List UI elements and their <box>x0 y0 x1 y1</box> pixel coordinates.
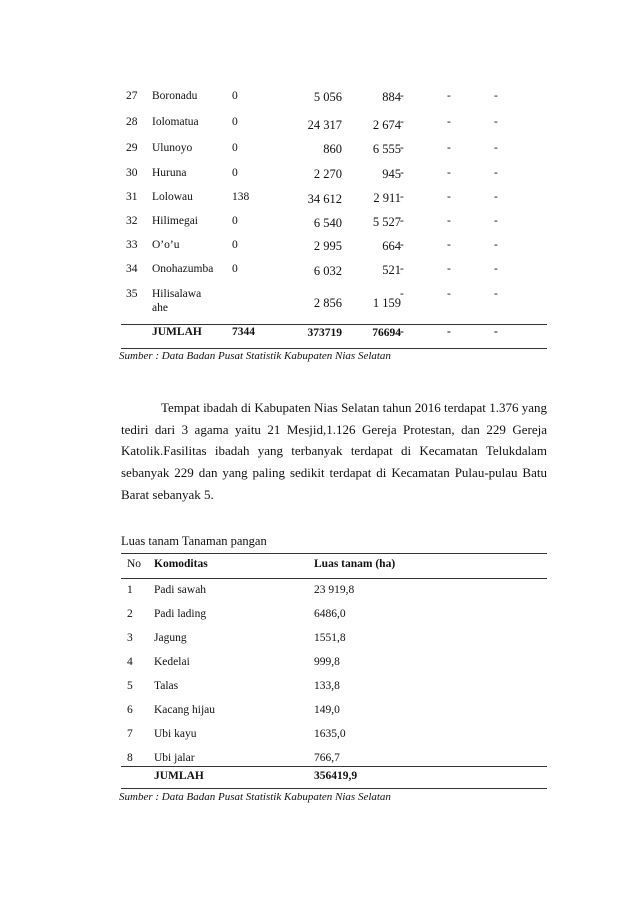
table-divider <box>121 324 547 325</box>
cell-value: - <box>494 215 498 227</box>
table-row <box>121 680 547 700</box>
cell-value: - <box>447 191 451 203</box>
cell-value: 0 <box>232 239 238 251</box>
area-value: 6486,0 <box>314 608 346 620</box>
cell-value: - <box>400 239 404 251</box>
row-number: 4 <box>127 656 133 668</box>
table-row <box>121 215 547 235</box>
village-name: Hilimegai <box>152 215 198 227</box>
cell-value: - <box>494 263 498 275</box>
row-number: 30 <box>126 167 138 179</box>
cell-value: - <box>447 167 451 179</box>
cell-value: - <box>447 90 451 102</box>
cell-value: - <box>494 167 498 179</box>
table-row <box>121 584 547 604</box>
cell-value: 0 <box>232 215 238 227</box>
cell-value: - <box>400 191 404 203</box>
village-name-line2: ahe <box>152 302 168 314</box>
table2-source-note: Sumber : Data Badan Pusat Statistik Kabupaten Nias Selatan <box>119 791 391 803</box>
village-name: Ulunoyo <box>152 142 193 154</box>
table-row <box>121 752 547 772</box>
cell-value: 5 056 <box>313 90 342 104</box>
table-row <box>121 608 547 628</box>
row-number: 2 <box>127 608 133 620</box>
header-no: No <box>127 558 142 570</box>
row-number: 33 <box>126 239 138 251</box>
table-row <box>121 142 547 162</box>
total-value: 7344 <box>232 326 255 338</box>
cell-value: 0 <box>232 142 238 154</box>
table-top-border <box>121 553 547 554</box>
area-value: 23 919,8 <box>314 584 355 596</box>
cell-value: 2 995 <box>313 239 342 253</box>
table-row <box>121 656 547 676</box>
cell-value: - <box>494 116 498 128</box>
cell-value: 6 555 <box>372 142 401 156</box>
row-number: 5 <box>127 680 133 692</box>
village-statistics-table <box>121 86 547 354</box>
cell-value: - <box>494 142 498 154</box>
cell-value: 0 <box>232 90 238 102</box>
cell-value: 24 317 <box>307 118 342 132</box>
cell-value: 138 <box>232 191 250 203</box>
table-bottom-border <box>121 348 547 349</box>
cell-value: - <box>400 288 404 300</box>
row-number: 34 <box>126 263 138 275</box>
commodity-name: Padi sawah <box>154 584 207 596</box>
commodity-name: Kedelai <box>154 656 190 668</box>
table-row <box>121 167 547 187</box>
cell-value: 6 540 <box>313 216 342 230</box>
table-row <box>121 191 547 211</box>
table-row <box>121 90 547 110</box>
cell-value: 2 911 <box>373 191 401 205</box>
cell-value: - <box>494 288 498 300</box>
cell-value: 0 <box>232 167 238 179</box>
cell-value: - <box>447 239 451 251</box>
cell-value: - <box>400 142 404 154</box>
area-value: 133,8 <box>314 680 340 692</box>
cell-value: - <box>400 167 404 179</box>
body-paragraph <box>121 397 547 506</box>
commodity-name: Ubi kayu <box>154 728 197 740</box>
cell-value: - <box>494 239 498 251</box>
village-name: Iolomatua <box>152 116 199 128</box>
village-name: O’o’u <box>152 239 180 251</box>
cell-value: 2 856 <box>313 296 342 310</box>
area-value: 1551,8 <box>314 632 346 644</box>
village-name: Lolowau <box>152 191 193 203</box>
cell-value: 945 <box>382 167 401 181</box>
cell-value: 860 <box>323 142 342 156</box>
table1-source-note: Sumber : Data Badan Pusat Statistik Kabupaten Nias Selatan <box>119 350 391 362</box>
cell-value: - <box>400 215 404 227</box>
village-name-line1: Hilisalawa <box>152 288 202 300</box>
area-value: 149,0 <box>314 704 340 716</box>
row-number: 32 <box>126 215 138 227</box>
cell-value: - <box>494 191 498 203</box>
row-number: 8 <box>127 752 133 764</box>
cell-value: - <box>400 90 404 102</box>
table-row <box>121 728 547 748</box>
commodity-name: Padi lading <box>154 608 207 620</box>
cell-value: 884 <box>382 90 401 104</box>
total-label: JUMLAH <box>154 770 204 782</box>
commodity-name: Jagung <box>154 632 187 644</box>
cell-value: 2 270 <box>313 167 342 181</box>
commodity-name: Kacang hijau <box>154 704 215 716</box>
cell-value: 5 527 <box>372 215 401 229</box>
cell-value: - <box>447 263 451 275</box>
header-divider <box>121 578 547 579</box>
row-number: 29 <box>126 142 138 154</box>
village-name: Huruna <box>152 167 187 179</box>
row-number: 7 <box>127 728 133 740</box>
area-value: 766,7 <box>314 752 340 764</box>
cell-value: 0 <box>232 116 238 128</box>
total-value: 76694 <box>372 327 401 339</box>
total-value: - <box>447 326 451 338</box>
table-bottom-border <box>121 788 547 789</box>
cell-value: 1 159 <box>372 296 401 310</box>
total-value: 356419,9 <box>314 770 358 782</box>
cell-value: 6 032 <box>313 264 342 278</box>
crop-area-table <box>121 553 547 789</box>
total-value: - <box>494 326 498 338</box>
table2-title: Luas tanam Tanaman pangan <box>121 534 267 548</box>
table-header-row <box>121 558 547 578</box>
table-row <box>121 632 547 652</box>
cell-value: - <box>447 142 451 154</box>
table-row <box>121 263 547 283</box>
total-row <box>121 326 547 346</box>
table-row <box>121 116 547 136</box>
cell-value: - <box>400 263 404 275</box>
cell-value: - <box>447 288 451 300</box>
paragraph-text: Tempat ibadah di Kabupaten Nias Selatan tahun 2016 terdapat 1.376 yang tediri dari 3 agama yaitu 21 Mesjid,1.126 Gereja Protestan, dan 229 Gereja Katolik.Fasilitas ibadah yang terbanyak terdapat di Kecamatan Telukdalam sebanyak 229 dan yang paling sedikit terdapat di Kecamatan Pulau-pulau Batu Barat sebanyak 5. <box>121 400 547 502</box>
row-number: 31 <box>126 191 138 203</box>
total-value: - <box>400 326 404 338</box>
cell-value: 664 <box>382 239 401 253</box>
table-row <box>121 704 547 724</box>
cell-value: - <box>447 116 451 128</box>
cell-value: 521 <box>382 263 401 277</box>
row-number: 27 <box>126 90 138 102</box>
total-row <box>121 770 547 790</box>
total-value: 373719 <box>307 327 342 339</box>
header-luas: Luas tanam (ha) <box>314 558 396 570</box>
row-number: 28 <box>126 116 138 128</box>
row-number: 6 <box>127 704 133 716</box>
village-name: Boronadu <box>152 90 198 102</box>
commodity-name: Ubi jalar <box>154 752 195 764</box>
cell-value: 34 612 <box>307 192 342 206</box>
commodity-name: Talas <box>154 680 179 692</box>
cell-value: 0 <box>232 263 238 275</box>
cell-value: - <box>494 90 498 102</box>
table-row <box>121 239 547 259</box>
table-row <box>121 288 547 320</box>
area-value: 1635,0 <box>314 728 346 740</box>
village-name: Onohazumba <box>152 263 214 275</box>
header-komoditas: Komoditas <box>154 558 208 570</box>
row-number: 1 <box>127 584 133 596</box>
cell-value: 2 674 <box>372 118 401 132</box>
cell-value: - <box>400 116 404 128</box>
row-number: 3 <box>127 632 133 644</box>
cell-value: - <box>447 215 451 227</box>
total-label: JUMLAH <box>152 326 202 338</box>
area-value: 999,8 <box>314 656 340 668</box>
table-divider <box>121 766 547 767</box>
row-number: 35 <box>126 288 138 300</box>
